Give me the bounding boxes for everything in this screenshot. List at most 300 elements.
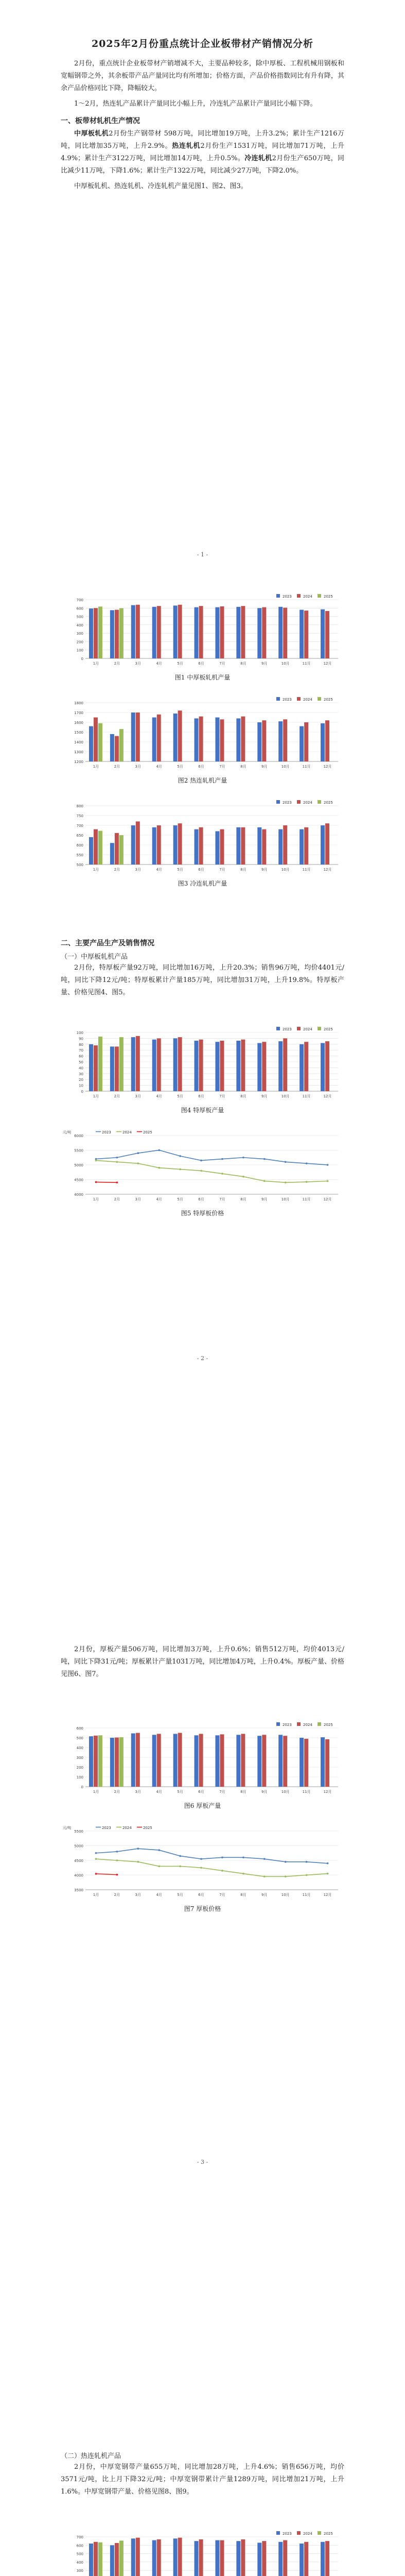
- bar-2023: [152, 1735, 156, 1787]
- bar-2024: [283, 825, 287, 865]
- bar-2023: [152, 1040, 156, 1091]
- x-tick-label: 6月: [198, 1197, 204, 1201]
- x-tick-label: 2月: [114, 1094, 120, 1098]
- bar-2024: [115, 736, 119, 761]
- bar-2024: [304, 1739, 308, 1787]
- point-2023: [116, 1851, 118, 1853]
- bar-2024: [304, 2542, 308, 2576]
- point-2023: [242, 1157, 244, 1159]
- bar-2023: [173, 605, 178, 658]
- x-tick-label: 2月: [114, 1197, 120, 1201]
- bar-2024: [178, 1733, 182, 1787]
- bar-2023: [195, 2541, 199, 2576]
- bar-2023: [215, 1735, 219, 1787]
- bar-2023: [131, 605, 135, 658]
- point-2024: [116, 1161, 118, 1163]
- y-tick-label: 600: [76, 606, 83, 611]
- text-hot-strip-mill: 2月份生产1531万吨，同比增加71万吨，上升4.9%；累计生产3122万吨，同比增加14万吨，上升0.5%。: [61, 142, 344, 162]
- x-tick-label: 8月: [240, 1893, 246, 1897]
- x-tick-label: 12月: [323, 662, 332, 666]
- thick-plate-paragraph: 2月份，厚板产量506万吨，同比增加3万吨，上升0.6%；销售512万吨，均价4013元/吨，同比下降31元/吨；厚板累计产量1031万吨，同比增加4万吨，上升0.4%。厚板产量、价格见图6、图7。: [61, 1646, 344, 1678]
- y-tick-label: 700: [76, 2535, 83, 2539]
- x-tick-label: 8月: [240, 662, 246, 666]
- bar-2023: [300, 726, 304, 761]
- x-tick-label: 9月: [261, 1094, 268, 1098]
- point-2023: [263, 1158, 266, 1160]
- point-2025: [116, 1874, 118, 1876]
- point-2024: [263, 1180, 266, 1182]
- x-tick-label: 9月: [261, 662, 268, 666]
- point-2024: [306, 1181, 308, 1183]
- bar-2024: [283, 2540, 287, 2576]
- legend-swatch: [276, 800, 280, 804]
- bar-2024: [220, 1041, 224, 1091]
- y-tick-label: 70: [79, 1048, 83, 1053]
- bar-2024: [241, 2539, 245, 2576]
- page-1: [0, 0, 405, 577]
- bar-2023: [257, 608, 261, 658]
- x-tick-label: 10月: [281, 868, 290, 872]
- figure-4-caption: 图4 特厚板产量: [181, 1107, 224, 1114]
- y-tick-label: 500: [76, 615, 83, 619]
- chart-1: [61, 592, 344, 670]
- x-tick-label: 1月: [93, 662, 99, 666]
- bar-2024: [136, 1733, 140, 1787]
- bar-2023: [215, 1042, 219, 1091]
- bar-2024: [178, 2538, 182, 2576]
- section-2-heading: 二、主要产品生产及销售情况: [61, 939, 154, 947]
- legend-swatch: [276, 594, 280, 598]
- chart-3: [61, 799, 344, 876]
- x-tick-label: 5月: [177, 662, 183, 666]
- x-tick-label: 11月: [302, 662, 311, 666]
- bar-2024: [94, 2542, 98, 2576]
- bar-2024: [199, 1734, 203, 1787]
- lead-hot-strip-mill: 热连轧机: [172, 142, 201, 150]
- figure-5-caption: 图5 特厚板价格: [181, 1210, 224, 1217]
- bar-2024: [283, 607, 287, 658]
- bar-2023: [278, 829, 283, 865]
- y-tick-label: 5000: [74, 1844, 83, 1849]
- bar-2023: [131, 1733, 135, 1787]
- y-tick-label: 5500: [74, 1829, 83, 1834]
- y-tick-label: 600: [76, 1726, 83, 1731]
- bar-2024: [325, 1739, 329, 1787]
- point-2024: [158, 1167, 160, 1169]
- bar-2024: [199, 1040, 203, 1091]
- y-tick-label: 300: [76, 632, 83, 636]
- bar-2024: [136, 2538, 140, 2576]
- legend-swatch: [297, 697, 301, 701]
- figure-reference-paragraph: 中厚板轧机、热连轧机、冷连轧机产量见图1、图2、图3。: [74, 182, 248, 190]
- x-tick-label: 3月: [135, 1197, 142, 1201]
- point-2024: [200, 1867, 202, 1869]
- bar-2024: [262, 2541, 266, 2576]
- figure-7-caption: 图7 厚板价格: [184, 1905, 221, 1912]
- x-tick-label: 9月: [261, 1893, 268, 1897]
- x-tick-label: 6月: [198, 868, 204, 872]
- point-2023: [116, 1157, 118, 1159]
- y-tick-label: 700: [76, 598, 83, 602]
- thick-plate-block: [61, 1643, 344, 1684]
- bar-2025: [98, 1037, 102, 1091]
- y-tick-label: 400: [76, 623, 83, 628]
- bar-2023: [152, 827, 156, 865]
- page-4: [0, 2411, 405, 2576]
- lead-cold-strip-mill: 冷连轧机: [244, 155, 272, 162]
- y-tick-label: 0: [81, 1785, 83, 1789]
- point-2024: [221, 1870, 223, 1872]
- intro-block: [61, 58, 344, 196]
- chart-svg: [61, 2530, 344, 2576]
- bar-2025: [98, 723, 102, 761]
- bar-2024: [325, 720, 329, 761]
- bar-2024: [178, 710, 182, 761]
- x-tick-label: 7月: [219, 1197, 225, 1201]
- y-tick-label: 100: [76, 1775, 83, 1780]
- x-tick-label: 1月: [93, 1790, 99, 1794]
- bar-2024: [94, 829, 98, 865]
- bar-2024: [94, 718, 98, 762]
- x-tick-label: 6月: [198, 1094, 204, 1098]
- legend-label: 2024: [303, 698, 312, 702]
- legend-swatch: [318, 1722, 321, 1726]
- bar-2025: [119, 1737, 124, 1787]
- bar-2023: [321, 1043, 325, 1091]
- x-tick-label: 7月: [219, 765, 225, 769]
- bar-2024: [220, 606, 224, 658]
- bar-2024: [157, 2539, 161, 2576]
- y-tick-label: 200: [76, 640, 83, 645]
- bar-2024: [94, 1736, 98, 1787]
- y-tick-label: 1700: [74, 711, 83, 715]
- legend-label: 2023: [102, 1826, 111, 1830]
- page-number-2: - 2 -: [197, 1355, 208, 1362]
- point-2024: [285, 1876, 287, 1878]
- x-tick-label: 4月: [156, 1893, 162, 1897]
- bar-2024: [115, 1737, 119, 1787]
- bar-2024: [136, 713, 140, 761]
- bar-2023: [110, 734, 114, 761]
- point-2024: [306, 1874, 308, 1876]
- legend-swatch: [318, 2531, 321, 2535]
- section-2-block: [61, 933, 344, 1002]
- bar-2023: [131, 825, 135, 865]
- x-tick-label: 8月: [240, 1197, 246, 1201]
- y-tick-label: 600: [76, 2544, 83, 2548]
- point-2024: [242, 1873, 244, 1875]
- x-tick-label: 3月: [135, 765, 142, 769]
- bar-2024: [325, 611, 329, 658]
- legend-label: 2025: [324, 595, 333, 599]
- legend-swatch: [318, 1027, 321, 1030]
- bar-2023: [110, 843, 114, 865]
- x-tick-label: 10月: [281, 765, 290, 769]
- bar-2024: [241, 1040, 245, 1091]
- chart-svg: [61, 1721, 344, 1798]
- bar-2023: [321, 1737, 325, 1787]
- intro-paragraph-1: 2月份，重点统计企业板带材产销增减不大，主要品种较多，除中厚板、工程机械用钢板和宽幅钢带之外，其余板带产品产量同比均有所增加；价格方面，产品价格指数同比有升有降，其余产品价格同比下降，降幅较大。: [61, 60, 344, 92]
- figure-6-caption: 图6 厚板产量: [184, 1802, 221, 1809]
- bar-2024: [241, 1734, 245, 1787]
- y-tick-label: 0: [81, 1090, 83, 1094]
- bar-2023: [278, 1041, 283, 1091]
- y-tick-label: 1600: [74, 721, 83, 725]
- bar-2023: [173, 1038, 178, 1091]
- x-tick-label: 3月: [135, 868, 142, 872]
- bar-2024: [262, 1042, 266, 1091]
- bar-2023: [89, 2544, 93, 2576]
- x-tick-label: 4月: [156, 662, 162, 666]
- bar-2023: [257, 1043, 261, 1091]
- bar-2023: [152, 718, 156, 762]
- bar-2023: [236, 1041, 240, 1091]
- y-tick-label: 10: [79, 1083, 83, 1088]
- legend-label: 2024: [303, 1027, 312, 1031]
- x-tick-label: 10月: [281, 1197, 290, 1201]
- y-tick-label: 80: [79, 1042, 83, 1047]
- x-tick-label: 2月: [114, 662, 120, 666]
- figure-1-caption: 图1 中厚板轧机产量: [174, 674, 231, 681]
- x-tick-label: 9月: [261, 1790, 268, 1794]
- x-tick-label: 2月: [114, 868, 120, 872]
- point-2025: [116, 1181, 118, 1183]
- medium-wide-strip-paragraph: 2月份，中厚宽钢带产量655万吨，同比增加28万吨，上升4.6%；销售656万吨，均价3571元/吨，比上月下降32元/吨；中厚宽钢带累计产量1289万吨，同比增加21万吨，上升1.6%。中厚宽钢带产量、价格见图8、图9。: [61, 2463, 344, 2496]
- x-tick-label: 12月: [323, 765, 332, 769]
- bar-2024: [220, 719, 224, 761]
- bar-2024: [199, 717, 203, 761]
- bar-2023: [195, 1735, 199, 1787]
- bar-2024: [241, 606, 245, 658]
- x-tick-label: 11月: [302, 868, 311, 872]
- bar-2024: [178, 823, 182, 865]
- legend-swatch: [276, 697, 280, 701]
- legend-label: 2025: [324, 698, 333, 702]
- x-tick-label: 3月: [135, 1790, 142, 1794]
- x-tick-label: 4月: [156, 1790, 162, 1794]
- chart-svg: [61, 592, 344, 670]
- x-tick-label: 1月: [93, 868, 99, 872]
- chart-6: [61, 1721, 344, 1798]
- point-2023: [306, 1162, 308, 1164]
- bar-2024: [262, 720, 266, 761]
- point-2023: [221, 1158, 223, 1160]
- bar-2024: [157, 606, 161, 658]
- y-tick-label: 6000: [74, 1134, 83, 1138]
- bar-2024: [94, 608, 98, 658]
- bar-2025: [119, 1037, 124, 1091]
- bar-2023: [215, 607, 219, 658]
- page-3: [0, 1607, 405, 2184]
- y-tick-label: 550: [76, 853, 83, 857]
- line-2024: [96, 1160, 327, 1182]
- point-2023: [327, 1862, 329, 1865]
- bar-2023: [300, 829, 304, 865]
- y-tick-label: 500: [76, 863, 83, 867]
- bar-2025: [98, 1735, 102, 1787]
- chart-4: [61, 1025, 344, 1103]
- bar-2024: [136, 605, 140, 658]
- bar-2023: [110, 2545, 114, 2576]
- chart-8: [61, 2530, 344, 2576]
- point-2025: [95, 1181, 97, 1183]
- legend-swatch: [318, 800, 321, 804]
- bar-2024: [157, 825, 161, 865]
- point-2024: [95, 1858, 97, 1860]
- bar-2023: [195, 1041, 199, 1091]
- bar-2024: [283, 1736, 287, 1787]
- bar-2023: [257, 1736, 261, 1787]
- point-2023: [221, 1857, 223, 1859]
- point-2024: [242, 1176, 244, 1178]
- x-tick-label: 2月: [114, 1893, 120, 1897]
- bar-2023: [236, 2541, 240, 2576]
- x-tick-label: 11月: [302, 1197, 311, 1201]
- legend-label: 2024: [122, 1130, 132, 1134]
- x-tick-label: 8月: [240, 1094, 246, 1098]
- y-tick-label: 750: [76, 814, 83, 818]
- legend-label: 2023: [283, 1723, 292, 1727]
- bar-2023: [321, 609, 325, 658]
- x-tick-label: 6月: [198, 1893, 204, 1897]
- y-tick-label: 20: [79, 1078, 83, 1082]
- x-tick-label: 8月: [240, 1790, 246, 1794]
- bar-2023: [195, 829, 199, 865]
- bar-2023: [89, 726, 93, 761]
- page-number-3: - 3 -: [197, 2159, 208, 2165]
- lead-medium-plate-mill: 中厚板轧机: [74, 130, 109, 138]
- legend-label: 2024: [303, 595, 312, 599]
- bar-2023: [110, 1046, 114, 1091]
- x-tick-label: 5月: [177, 1197, 183, 1201]
- text-medium-plate-mill: 2月份生产钢带材 598万吨，同比增加19万吨，上升3.2%；累计生产1216万吨，同比增加35万吨，上升2.9%。: [61, 130, 344, 150]
- x-tick-label: 10月: [281, 1893, 290, 1897]
- bar-2023: [236, 1735, 240, 1787]
- x-tick-label: 6月: [198, 1790, 204, 1794]
- bar-2024: [304, 1042, 308, 1091]
- x-tick-label: 4月: [156, 1094, 162, 1098]
- point-2024: [95, 1160, 97, 1162]
- point-2023: [95, 1852, 97, 1854]
- bar-2024: [262, 1735, 266, 1787]
- legend-label: 2024: [303, 801, 312, 805]
- point-2023: [137, 1152, 139, 1154]
- bar-2023: [131, 2538, 135, 2576]
- bar-2023: [257, 2543, 261, 2576]
- legend-swatch: [297, 594, 301, 598]
- bar-2023: [152, 2540, 156, 2576]
- point-2023: [285, 1161, 287, 1163]
- bar-2023: [321, 825, 325, 865]
- section-1-paragraph: [61, 128, 344, 177]
- x-tick-label: 11月: [302, 1790, 311, 1794]
- x-tick-label: 9月: [261, 1197, 268, 1201]
- bar-2023: [152, 607, 156, 658]
- point-2024: [221, 1173, 223, 1175]
- y-tick-label: 200: [76, 1766, 83, 1770]
- y-tick-label: 500: [76, 2552, 83, 2556]
- x-tick-label: 11月: [302, 1094, 311, 1098]
- x-tick-label: 1月: [93, 1094, 99, 1098]
- bar-2023: [215, 718, 219, 762]
- bar-2024: [325, 823, 329, 865]
- bar-2024: [115, 610, 119, 658]
- y-tick-label: 1400: [74, 740, 83, 744]
- bar-2023: [257, 722, 261, 761]
- x-tick-label: 4月: [156, 868, 162, 872]
- chart-svg: [61, 1025, 344, 1103]
- x-tick-label: 4月: [156, 1197, 162, 1201]
- bar-2024: [136, 821, 140, 865]
- legend-swatch: [276, 1027, 280, 1030]
- subsection-2-heading: （二）热连轧机产品: [61, 2452, 121, 2460]
- x-tick-label: 7月: [219, 662, 225, 666]
- y-tick-label: 5500: [74, 1148, 83, 1153]
- x-tick-label: 5月: [177, 1790, 183, 1794]
- bar-2024: [157, 1734, 161, 1787]
- y-tick-label: 600: [76, 843, 83, 848]
- bar-2023: [173, 825, 178, 865]
- bar-2025: [119, 2540, 124, 2576]
- x-tick-label: 7月: [219, 1893, 225, 1897]
- legend-label: 2023: [283, 698, 292, 702]
- bar-2024: [220, 829, 224, 865]
- bar-2024: [220, 2540, 224, 2576]
- point-2023: [200, 1858, 202, 1860]
- bar-2024: [325, 1041, 329, 1091]
- y-tick-label: 60: [79, 1054, 83, 1059]
- bar-2024: [241, 827, 245, 865]
- bar-2024: [304, 722, 308, 761]
- figure-3-caption: 图3 冷连轧机产量: [178, 880, 227, 887]
- x-tick-label: 3月: [135, 1094, 142, 1098]
- y-tick-label: 1800: [74, 701, 83, 705]
- y-tick-label: 50: [79, 1060, 83, 1064]
- bar-2023: [173, 2538, 178, 2576]
- y-tick-label: 90: [79, 1037, 83, 1041]
- point-2024: [137, 1861, 139, 1863]
- y-tick-label: 0: [81, 657, 83, 661]
- x-tick-label: 12月: [323, 868, 332, 872]
- bar-2023: [89, 837, 93, 865]
- bar-2024: [304, 611, 308, 658]
- point-2025: [95, 1873, 97, 1875]
- bar-2023: [278, 1735, 283, 1787]
- point-2024: [200, 1170, 202, 1172]
- bar-2023: [300, 1738, 304, 1787]
- y-tick-label: 5000: [74, 1163, 83, 1167]
- point-2023: [158, 1849, 160, 1851]
- legend-swatch: [318, 697, 321, 701]
- y-tick-label: 100: [76, 1031, 83, 1035]
- y-tick-label: 3500: [74, 1888, 83, 1892]
- line-2025: [96, 1874, 117, 1875]
- chart-7: [61, 1824, 344, 1901]
- bar-2024: [199, 827, 203, 865]
- section-1-heading: 一、板带材轧机生产情况: [61, 117, 140, 125]
- y-tick-label: 1300: [74, 750, 83, 754]
- bar-2024: [199, 606, 203, 658]
- legend-swatch: [297, 1722, 301, 1726]
- legend-label: 2024: [122, 1826, 132, 1830]
- x-tick-label: 12月: [323, 1094, 332, 1098]
- y-tick-label: 1500: [74, 731, 83, 735]
- legend-swatch: [276, 1722, 280, 1726]
- intro-paragraph-2: 1～2月，热连轧产品累计产量同比小幅上升，冷连轧产品累计产量同比小幅下降。: [74, 100, 317, 108]
- x-tick-label: 10月: [281, 1790, 290, 1794]
- bar-2023: [131, 1037, 135, 1091]
- bar-2025: [98, 831, 102, 865]
